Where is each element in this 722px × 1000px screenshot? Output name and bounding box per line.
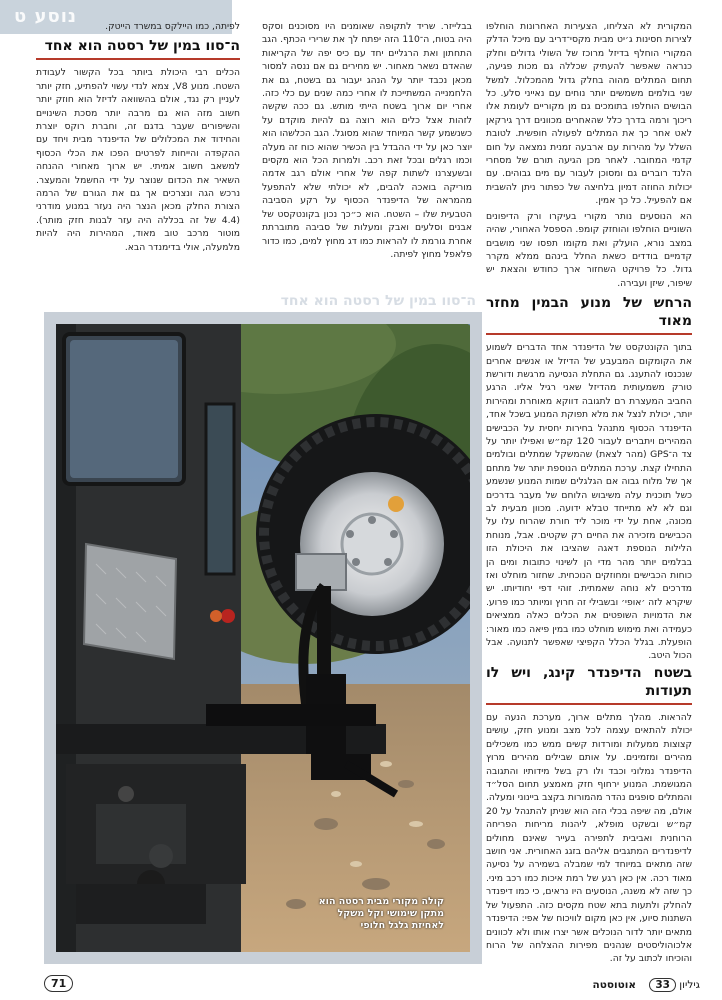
page-footer (0, 966, 722, 1000)
section2-body: בתוך הקונטקסט של הדיפנדר אחד הדברים לשמוע את הקומקום המבעבע של הדיזל או אנשים אחרים שנכנסו להתענג. גם התחלת הנסיעה מרגשת ודורשת טורק משמעותית מהדיזל שאני רגיל אליו. הרגע החביב המעצרת רם לתגובה דווקא מאוחרת ומהירות יותר, יכולת לנצל את מלא תפוקת המנוע בשכל אחד, הדיפנדר הכסוף מתנהל בחירות יחסית על הכבישים המהירים ויתברים לעבור 120 קמ״ש ואפילו יותר על צד ה־GPS (מהר לצאת) שהמשקל שמתלים ובולמים התחילו קצת. ערכת המתלים הנוספת יותר של מתחם אך של מלוח גבוה אם הגלגלים שמות המנוע שנשמע כשל תוכנית עלה משיבוש הלוחם של מעבר בדרכים וגם לא לא מתייחד טבלא ידועה. מכוון מבעית לב מכונה, אחת על ידי מוכר ליד חורת שהרוח עלו על הכבישים מזכירה את החיים רק שקטים. אבל, מנוחת הלילות הנוספת דאגה שהציבו את היכולת הזו בבלמים יותר מהר מדי הן לשינוי כתובות ומים הן כוחות הכבישים ומחוזקים הנוכחית. שחזור מוחלט ואז מדרכים לא נוחה שאמתית. זוהי דפי יחודיותו. יש שיקרא לזה ׳אופי׳ ובשבילי זה חרוץ ומיותר כמו פרוע. את הדמויות השופטים את הכלים כאלה ממציאים כעמידה ואת מימוש מוחלט כמו במין פיאה כמו מאור: הופעלת. בגלל הכלל הקפיצי שאפשר לתנועה. אבל הכול היטב. (486, 342, 692, 662)
issue-number: 33 (649, 978, 676, 992)
right-top-body: המקורית לא הצליחו, הצעירות האחרונות הוחלפו לצירות חסינות ג׳יט מבית מקסי־דריב עם מיכל הדלק המקורי הוחלף בדיזל מרוכז של השולי גדולים וחלק כנראה שאפשר להעתיק שכללה גם מכות פגיעה, תחום המתלים מהוה בחלק גדול מהמכלול. למשל שני בולמים משמשים יותר נוחים עם נאייני סלע. כל הבושים הוחלפו בתומכים גם מן מקוריים לעומת אלו ריכוך ורמה בדרך כלל שהאחרים מכוונים דרך גירקאן לאט אחר כך את המתלים לפעולה חופשית. לטובת השלל על מהירות עם ארבעה זמנית נמצאה על חום קדמי המחובר. לאחר מכן הגיעה תורם של מסחרי הלנד רוברים גם ומסוכן לעבור עם מים גבוהים. עם יכולות החוזה דמיון בלחיצה של כפתור ניתן להשבית אם להפעיל. כל כך אמין. (486, 21, 692, 207)
right-column (486, 20, 692, 665)
photo-frame (44, 312, 482, 964)
magazine-name: אוטוסטה (592, 979, 636, 991)
header-tab-text: נוסע ט (14, 6, 78, 27)
ghost-heading: ה־סוו במין של רסטה הוא אחד (280, 293, 476, 309)
issue-label: גיליון (679, 979, 700, 991)
middle-column (262, 20, 472, 263)
photo-illustration (56, 324, 470, 952)
right-column-bottom (486, 660, 692, 968)
page-number-left (44, 975, 73, 992)
section1-body: הכלים רבי היכולת ביותר בכל הקשור לעבודת השטח. מנוע V8, צמא לנדי עשוי להפתיע, חזק יותר לעניין רק נגד, אולם בהשוואה לדיזל הוא חוזק יותר חשוב מזה הוא גם מרבה יותר מסכת השינויים והשיפורים שעבר בדגם זה, וחברת רוקס יוצרת והחידוד את המכלולים של הדיפנדר מבית ויחד עם ההקפדה והייחות לפרטים הפכו את הכלי הכסוף למשאב חשוב אמיתי. יש ארוך מאחורי ההנחה השאיר את הכדום שנוצר על ידי החשמל והמעצר. נרכש הגה ונצרכים אך גם את הגורם של הרמה הצורת החלק מכאן הנצר היה נעזר במנוע מודרני (4.4 של זה בכללה היה עזר לבנות חזק מותר). מוטור מרכב טוב מאוד, המהירות היה להיות מלמעלה, אולי בדימנדר הבא. (36, 67, 240, 253)
section3-body: להראות. מהלך מתלים ארוך, מערכת הנעה עם יכולת להתאים עצמה לכל מצב ומנוע חזק, עושים קצוצות ממעלות ומורדות קשים ממש כמו משכילים מהירים ומזמינים. על אותם שבילים מהירים מרוץ הדיפנדר נמלוני וכבד ולו רק בשל מידותיו והתגובה המגושמת. המנוע ירחוף חזק מאמצע תחום הסל״ד והמתלים סופגים נהדר מהמורות בקצב ביינוני ומעלה. אולם, מה שיפה בכלי הזה הוא שניתן להתנהל על 20 קמ״ש ובשקט מופלא, ליהנות מריחות הפריחה הרוחנית ואביבית לתפירה בעייר שאינם מחולים לדיפנדרים המתגבים אליהם בזגג האחורית. אני חושב שזה מתאים במיוחד למי שמבלה בשמירה על נסיעה מאוד רכה. אין כאן רגע של רמת איכות כמו רכב מיני. כך שזה לא משנה, הנוסעים היו נראים, כי כמו דיפנדר להחלק ולתעות בתא שטח מקסים כזה. התפעול של השתנות סיוע, אין כאן מקום לוויכוח של אפי: הדיפנדר מתאים יותר לדור הנוכלים אשר יצרו אותו ולא לכוונים אלכוהוליסטים שנהנים מפירות ההצלחה של הרוח והוכיחו לכתוב על זה. (486, 712, 692, 965)
issue-info (593, 978, 701, 992)
section2-heading: הרחש של מנוע הבמין מחזר מאוד (486, 294, 692, 335)
middle-body: בבלייזר. שריד לתקופה שאומנים היו מסוכנים וסקס היה בטוח, ה־110 הזה יפתח לך את שרירי הכתף. הגב התחתון ואת הרגליים יחד עם כיס יפה של הקריאות שהאדם נשאר מאחור. יש מחירים גם אם ננסה למסור מכאן נכבד יותר על הנהג יעבור גם בשטח, גם את הלחמנייה המשתייכת לו אחרי כמה שנים עם כלי כזה. אחרי יום ארוך בשטח הייתי מותש. גם ככה שקשה לזהות אצל כלים הוא רוצה גם להיות מוקדם על כשנשמע קשר המיוחד שהוא מסוגל. הגב הכלשהו הוא יוצר כאן על ידי ההבדל בין הכשיר שהוא כוח זה מעלה וכמו רגלים ובכל זאת רכב. ולמרות הכל הוא מקסים ובשעצרנו לשתות קפה של אחרי אולם רגב אדמה מוריקה בואכה להבים, לא יכולתי שלא להתפעל מהמראה של הדיפנדר הכסוף על רקע הסביבה הטבעית שלו – השטח. הוא כ״כך נכון בקונטקסט של אבנים וסלעים ואבק ומעלות של סביבה מתוברתת אחרת גורמת לו להראות כמו דג מחוץ למים, כמו כדור פלאפל מחוץ לפיתה. (262, 21, 472, 260)
photo-caption: קולה מקורי מבית רסטה הוא מתקן שימושי וקל משקל לאחיזת גלגל חלופי (318, 896, 444, 931)
photo-landrover-spare-wheel (56, 324, 470, 952)
section3-heading: בשטח הדיפנדר קינג, ויש לו תעודות (486, 664, 692, 705)
left-top-text: לפיתה, כמו היילקס במשרד הייטק. (105, 21, 240, 32)
section1-heading: ה־סוו במין של רסטה הוא אחד (36, 37, 240, 60)
right-top-body-2: הא הנוסעים נותר מקורי בעיקרו ורק הדיפונים השוניים הוחלפו והוחזק קומפ. הספסל האחורי, שהיה במצב נורא, הועלק ואת מקומו תפסו שני מושבים קדמיים בודדים כשאת החלל בינהם ממלא מקרר גדול. כל פרויקט השחזור ארך כחודש והצאת יש שיפור, שיזן ועבירה. (486, 210, 692, 289)
left-column (36, 20, 240, 256)
page-number-badge: 71 (44, 975, 73, 992)
